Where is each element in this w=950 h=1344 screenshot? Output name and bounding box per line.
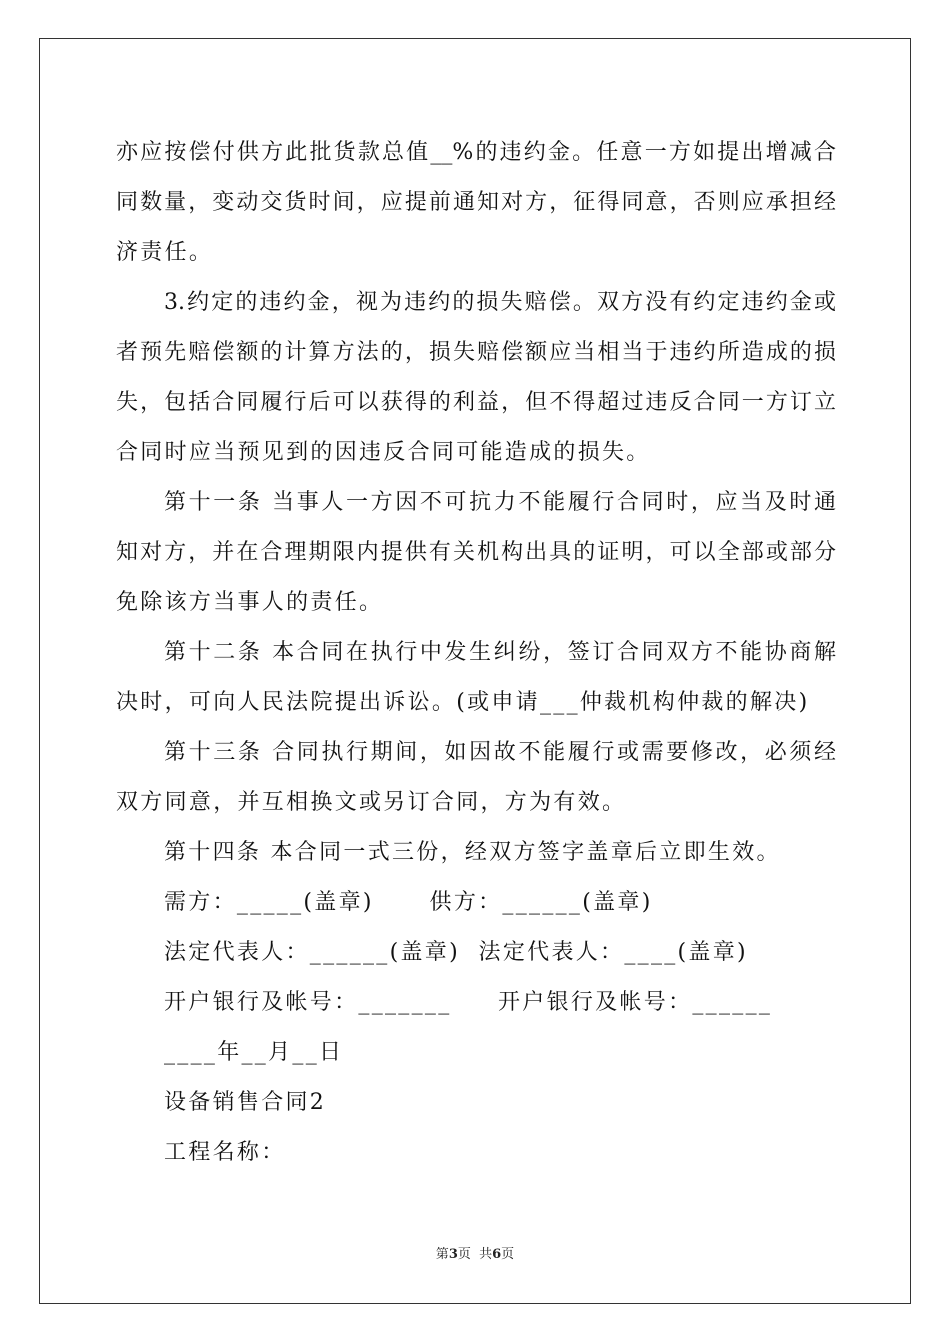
text-line: 知对方，并在合理期限内提供有关机构出具的证明，可以全部或部分 — [116, 540, 836, 565]
page-current: 3 — [448, 1247, 458, 1262]
page-prefix: 第 — [435, 1247, 449, 1262]
project-name-label: 工程名称： — [164, 1140, 286, 1165]
signature-line-representative: 法定代表人：______(盖章) 法定代表人：____(盖章) — [164, 940, 748, 965]
page-footer — [0, 1245, 950, 1265]
text-line: 第十三条 合同执行期间，如因故不能履行或需要修改，必须经 — [164, 740, 836, 765]
text-line: 3.约定的违约金，视为违约的损失赔偿。双方没有约定违约金或 — [164, 290, 836, 315]
text-line: 济责任。 — [116, 240, 214, 265]
date-line: ____年__月__日 — [164, 1040, 344, 1065]
text-line: 第十二条 本合同在执行中发生纠纷，签订合同双方不能协商解 — [164, 640, 836, 665]
section-title: 设备销售合同2 — [164, 1090, 327, 1115]
page-suffix: 页 — [501, 1247, 515, 1262]
text-line: 同数量，变动交货时间，应提前通知对方，征得同意，否则应承担经 — [116, 190, 836, 215]
page-total: 6 — [492, 1247, 502, 1262]
text-line: 亦应按偿付供方此批货款总值__%的违约金。任意一方如提出增减合 — [116, 140, 836, 165]
text-line: 第十一条 当事人一方因不可抗力不能履行合同时，应当及时通 — [164, 490, 836, 515]
text-line: 第十四条 本合同一式三份，经双方签字盖章后立即生效。 — [164, 840, 781, 865]
signature-line-bank: 开户银行及帐号：_______ 开户银行及帐号：______ — [164, 990, 773, 1015]
text-line: 合同时应当预见到的因违反合同可能造成的损失。 — [116, 440, 651, 465]
text-line: 决时，可向人民法院提出诉讼。(或申请___仲裁机构仲裁的解决) — [116, 690, 810, 715]
page-mid: 页 共 — [457, 1247, 493, 1262]
text-line: 者预先赔偿额的计算方法的，损失赔偿额应当相当于违约所造成的损 — [116, 340, 836, 365]
document-body — [116, 128, 836, 1178]
text-line: 失，包括合同履行后可以获得的利益，但不得超过违反合同一方订立 — [116, 390, 836, 415]
signature-line-party: 需方：_____(盖章) 供方：______(盖章) — [164, 890, 653, 915]
text-line: 免除该方当事人的责任。 — [116, 590, 384, 615]
text-line: 双方同意，并互相换文或另订合同，方为有效。 — [116, 790, 627, 815]
